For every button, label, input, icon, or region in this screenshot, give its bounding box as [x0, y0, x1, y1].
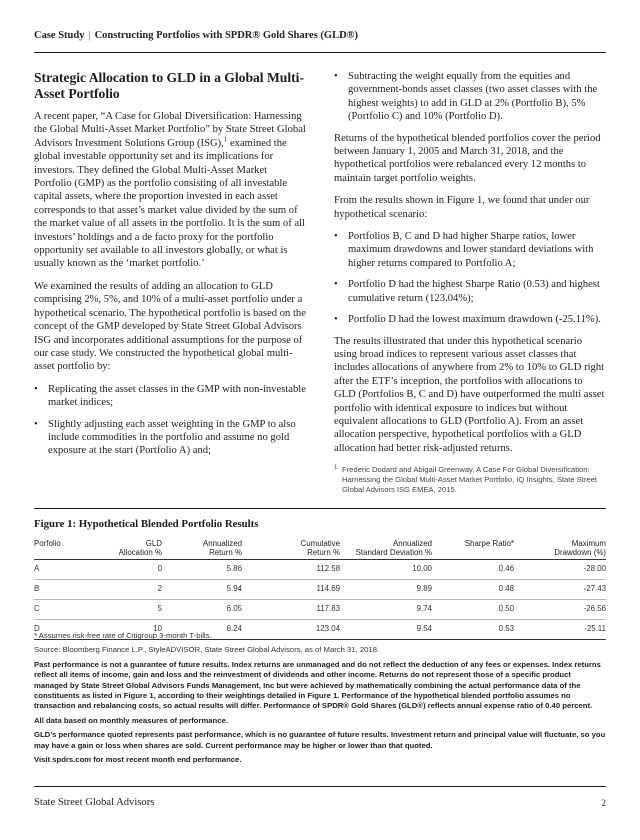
intro-paragraph: A recent paper, “A Case for Global Diversification: Harnessing the Global Multi-Asset Market Portfolio” by State Street Global Advisors Investment Solutions Group (ISG),$^1$ examined the global investable opportunity set and its implications for investors. They defined the Global Multi-Asset Market Portfolio (GMP) as the portfolio consisting of all investable capital assets, where the proportion invested in each asset corresponds to that asset’s market value divided by the sum of the market value of all assets in the portfolio. It is the sum of all investors’ holdings and a de facto proxy for the portfolio opportunity set available to all investors globally, or what is usually known as the ‘market portfolio.’: [34, 111, 306, 270]
list-item: • Portfolios B, C and D had higher Sharpe ratios, lower maximum drawdowns and lower standard deviations with higher returns compared to Portfolio A;: [334, 230, 606, 270]
method-paragraph: We examined the results of adding an allocation to GLD comprising 2%, 5%, and 10% of a multi-asset portfolio under a hypothetical scenario. The hypothetical portfolio is based on the concept of the GMP developed by State Street Global Advisors ISG and incorporates additional assumptions for the purpose of our case study. We constructed the hypothetical global multi-asset portfolio by:: [34, 280, 306, 373]
header-portfolio: Porfolio: [34, 539, 61, 548]
visit-note: Visit spdrs.com for most recent month end performance.: [34, 755, 242, 765]
header-divider: [34, 52, 606, 53]
returns-paragraph: Returns of the hypothetical blended portfolios cover the period between January 1, 2005 and March 31, 2018, and the hypothetical portfolios were rebalanced every 12 months to maintain target portfolio weights.: [334, 132, 601, 184]
conclusion-paragraph: The results illustrated that under this hypothetical scenario using broad indices to represent various asset classes that includes allocations of anywhere from 2% to 10% to GLD right after the ETF’s inception, the portfolios with allocations to GLD (Portfolios B, C and D) have outperformed the multi asset portfolio with identical exposure to indices but without equivalent allocations to GLD (Portfolio A). From an asset allocation perspective, hypothetical portfolios with a GLD allocation had better risk-adjusted returns.: [334, 335, 605, 454]
monthly-note: All data based on monthly measures of performance.: [34, 715, 228, 725]
method-bullets-cont: [334, 70, 606, 124]
left-column: [34, 70, 306, 466]
section-title: Strategic Allocation to GLD in a Global Multi-Asset Portfolio: [34, 70, 304, 101]
footnote: [334, 465, 606, 495]
list-item: • Slightly adjusting each asset weighting in the GMP to also include commodities in the portfolio and assume no gold exposure at the start (Portfolio A) and;: [34, 418, 306, 458]
results-bullets: [334, 230, 606, 326]
results-table: [34, 537, 606, 640]
source-note: Source: Bloomberg Finance L.P., StyleADVISOR, State Street Global Advisors, as of March 31, 2018.: [34, 645, 380, 655]
list-item: • Subtracting the weight equally from the equities and government-bonds asset classes (two asset classes with the highest weights) to add in GLD at 2% (Portfolio B), 5% (Portfolio C) and 10% (Portfolio D).: [334, 70, 606, 124]
footnote-text: Frederic Dodard and Abigail Greenway, A Case For Global Diversification: Harnessing the Global Multi-Asset Market Portfolio, IQ Insights, State Street Global Advisors ISG EMEA, 2015.: [342, 465, 597, 495]
header-max-drawdown: Maximum Drawdown (%): [554, 539, 606, 557]
figure-title: Figure 1: Hypothetical Blended Portfolio Results: [34, 518, 259, 530]
page-header: [34, 30, 358, 41]
table-row: D 10 6.24 123.04 9.54 0.53 -25.11: [34, 620, 606, 640]
header-sharpe-ratio: Sharpe Ratio*: [464, 539, 514, 548]
results-intro-paragraph: From the results shown in Figure 1, we found that under our hypothetical scenario:: [334, 195, 590, 220]
list-item: • Portfolio D had the lowest maximum drawdown (-25.11%).: [334, 313, 606, 326]
assumption-note: * Assumes risk-free rate of Citigroup 3-month T-bills.: [34, 631, 212, 640]
header-annualized-return: Annualized Return %: [202, 539, 242, 557]
figure-divider: [34, 508, 606, 509]
header-case-study: Case Study: [34, 30, 85, 41]
figure-notes: [34, 631, 606, 769]
table-row: C 5 6.05 117.83 9.74 0.50 -26.56: [34, 600, 606, 620]
table-row: A 0 5.86 112.58 10.00 0.46 -28.00: [34, 560, 606, 580]
header-separator: |: [88, 30, 91, 41]
footer-company: State Street Global Advisors: [34, 797, 155, 808]
footnote-number: 1: [334, 465, 338, 472]
table-row: B 2 5.94 114.69 9.89 0.48 -27.43: [34, 580, 606, 600]
gld-performance-note: GLD’s performance quoted represents past performance, which is no guarantee of future results. Investment return and principal value will fluctuate, so you may have a gain or loss when shares are sold. Current performance may be higher or lower than that quoted.: [34, 730, 606, 750]
list-item: • Replicating the asset classes in the GMP with non-investable market indices;: [34, 383, 306, 410]
table-header-row: [34, 537, 606, 560]
footer-divider: [34, 786, 606, 787]
right-column: [334, 70, 606, 495]
header-cumulative-return: Cumulative Return %: [300, 539, 340, 557]
method-bullets: [34, 383, 306, 458]
header-title: Constructing Portfolios with SPDR® Gold Shares (GLD®): [94, 30, 359, 41]
header-std-deviation: Annualized Standard Deviation %: [355, 539, 432, 557]
header-gld-allocation: GLD Allocation %: [118, 539, 162, 557]
footnote-ref: 1: [223, 135, 228, 144]
page-number: 2: [601, 798, 606, 808]
list-item: • Portfolio D had the highest Sharpe Ratio (0.53) and highest cumulative return (123.04%);: [334, 278, 606, 305]
performance-disclaimer: Past performance is not a guarantee of future results. Index returns are unmanaged and do not reflect the deduction of any fees or expenses. Index returns reflect all items of income, gain and loss and the reinvestment of dividends and other income. Returns do not represent those of a specific product managed by State Street Global Advisors Funds Management, Inc but were achieved by mathematically combining the actual performance data of the constituents as listed in Figure 1, according to their weightings detailed in Figure 1. Performance of the hypothetical blended portfolio assumes no transaction and rebalancing costs, so actual results will differ. Performance of SPDR® Gold Shares (GLD®) reflects annual expense ratio of 0.40 percent.: [34, 659, 601, 711]
